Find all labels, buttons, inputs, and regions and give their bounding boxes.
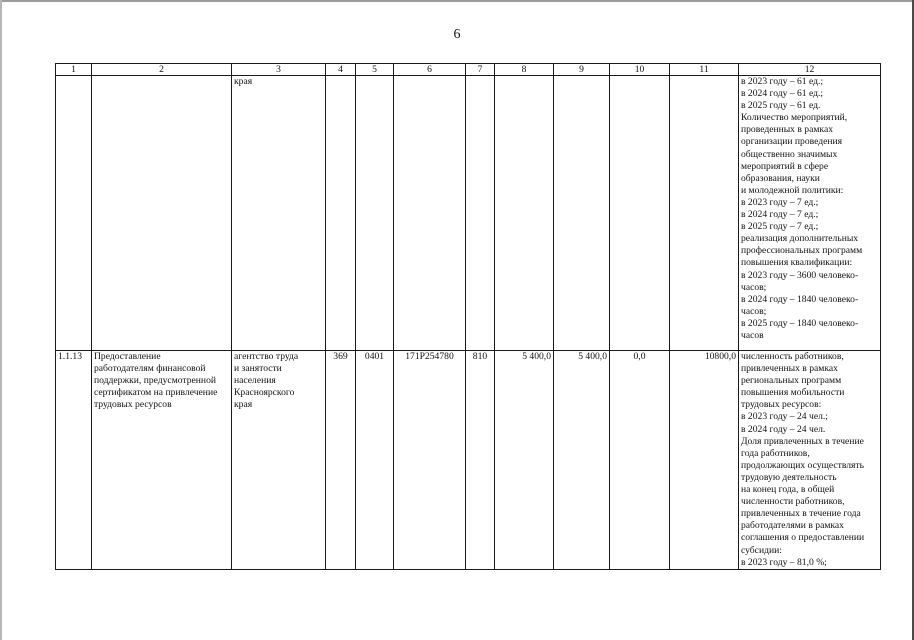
cell-expected-result [739,351,881,570]
cell-executor: края [232,76,326,351]
text-line: в 2024 году – 7 ед.; [741,209,819,221]
cell-event-name [92,351,232,570]
text-line: общественно значимых [741,148,838,160]
text-line: мероприятий в сфере [741,160,829,172]
text-line: в 2025 году – 1840 человеко- [741,317,859,329]
cell-csr [394,76,466,351]
text-line: трудовых ресурсов [94,399,172,411]
cell-year-2024 [554,76,610,351]
text-line: Красноярского [234,387,295,399]
text-line: Количество мероприятий, [741,112,848,124]
text-line: организации проведения [741,136,843,148]
text-line: в 2025 году – 7 ед.; [741,221,819,233]
scan-top-edge [0,0,914,2]
text-line: в 2024 году – 24 чел. [741,423,826,435]
header-cell: 3 [232,64,326,76]
cell-total: 10800,0 [670,351,739,570]
text-line: привлеченных в течение года [741,508,861,520]
cell-csr: 171P254780 [394,351,466,570]
text-line: трудовых ресурсов: [741,399,822,411]
page-number: 6 [453,27,461,42]
cell-rzpr: 0401 [356,351,394,570]
text-line: привлеченных в рамках [741,363,838,375]
text-line: агентство труда [234,351,299,362]
text-line: образования, науки [741,172,820,184]
cell-year-2025 [610,76,670,351]
text-line: продолжающих осуществлять [741,459,865,471]
header-cell: 11 [670,64,739,76]
text-line: в 2025 году – 61 ед. [741,100,821,112]
text-line: в 2023 году – 7 ед.; [741,196,819,208]
text-line: Доля привлеченных в течение [741,435,864,447]
text-line: в 2024 году – 1840 человеко- [741,293,859,305]
table-row [56,76,881,351]
text-line: часов; [741,305,767,317]
text-line: работодателями в рамках [741,520,844,532]
text-line: повышения мобильности [741,387,845,399]
text-line: в 2023 году – 81,0 %; [741,556,827,568]
text-line: поддержки, предусмотренной [94,375,216,387]
cell-grbs: 369 [326,351,356,570]
header-cell: 6 [394,64,466,76]
header-cell: 8 [495,64,554,76]
text-line: работодателям финансовой [94,363,206,375]
header-cell: 2 [92,64,232,76]
program-table [55,63,881,570]
text-line: Предоставление [94,351,161,362]
header-cell: 9 [554,64,610,76]
cell-event-name [92,76,232,351]
text-line: трудовую деятельность [741,471,837,483]
text-line: реализация дополнительных [741,233,859,245]
cell-number: 1.1.13 [56,351,92,570]
text-line: соглашения о предоставлении [741,532,865,544]
cell-total [670,76,739,351]
text-line: в 2023 году – 24 чел.; [741,411,828,423]
header-cell: 1 [56,64,92,76]
text-line: на конец года, в общей [741,484,835,496]
cell-rzpr [356,76,394,351]
text-line: повышения квалификации: [741,257,853,269]
cell-year-2024: 5 400,0 [554,351,610,570]
header-row [56,64,881,76]
cell-expected-result [739,76,881,351]
cell-year-2025: 0,0 [610,351,670,570]
text-line: часов [741,329,764,341]
cell-vr: 810 [466,351,495,570]
text-line: проведенных в рамках [741,124,834,136]
text-line: в 2024 году – 61 ед.; [741,88,824,100]
text-line: численность работников, [741,351,844,362]
text-line: года работников, [741,447,810,459]
header-cell: 10 [610,64,670,76]
text-line: края [234,399,253,411]
text-line: сертификатом на привлечение [94,387,218,399]
text-line: региональных программ [741,375,842,387]
text-line: и занятости [234,363,282,375]
text-line: населения [234,375,276,387]
text-line: и молодежной политики: [741,184,844,196]
cell-year-2023 [495,76,554,351]
header-cell: 7 [466,64,495,76]
text-line: численности работников, [741,496,845,508]
header-cell: 4 [326,64,356,76]
cell-grbs [326,76,356,351]
cell-executor [232,351,326,570]
text-line: в 2023 году – 61 ед.; [741,76,824,87]
header-cell: 12 [739,64,881,76]
cell-number [56,76,92,351]
scan-left-edge [0,0,2,640]
text-line: в 2023 году – 3600 человеко- [741,269,859,281]
text-line: часов; [741,281,767,293]
table-row [56,351,881,570]
header-cell: 5 [356,64,394,76]
text-line: профессиональных программ [741,245,863,257]
text-line: субсидии: [741,544,782,556]
cell-vr [466,76,495,351]
cell-year-2023: 5 400,0 [495,351,554,570]
